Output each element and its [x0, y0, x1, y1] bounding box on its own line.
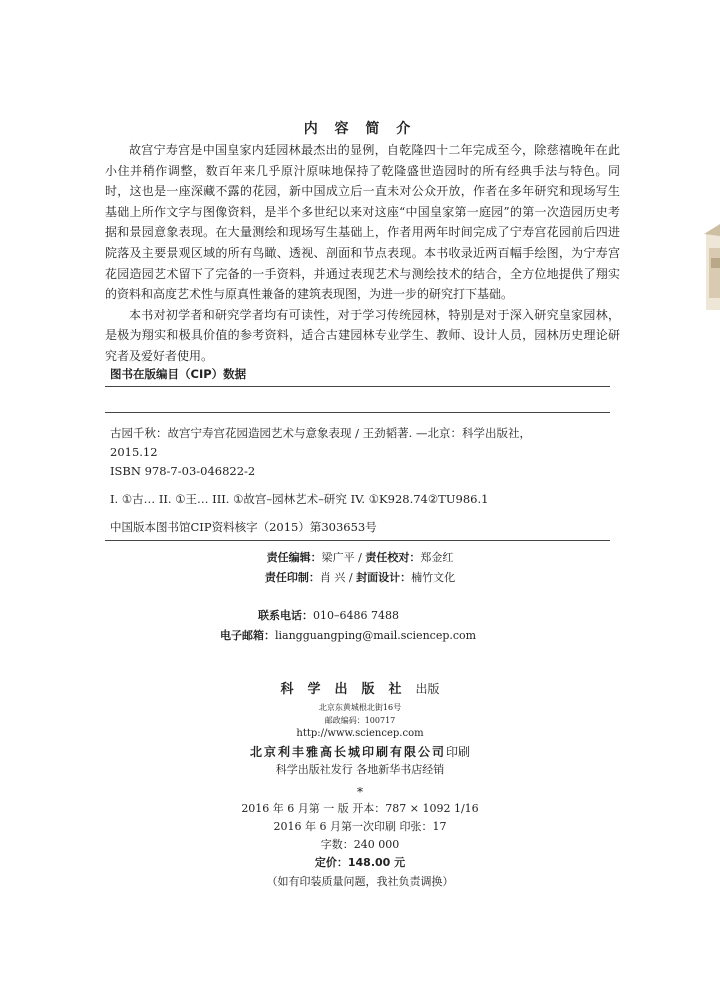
printer-line	[0, 743, 720, 760]
print-label: 责任印制：	[264, 571, 320, 584]
edge-decoration	[702, 218, 720, 310]
email-address: liangguangping@mail.sciencep.com	[275, 629, 477, 642]
printer-suffix: 印刷	[446, 745, 471, 759]
cip-line-classification: I. ①古… II. ①王… III. ①故宫–园林艺术–研究 IV. ①K928.74②TU986.1	[110, 492, 489, 506]
abstract-paragraph-2: 本书对初学者和研究学者均有可读性，对于学习传统园林，特别是对于深入研究皇家园林，是极为翔实和极具价值的参考资料，适合古建园林专业学生、教师、设计人员，园林历史理论研究者及爱好者使用。	[105, 307, 620, 363]
publisher-name: 科学出版社	[280, 682, 416, 697]
distribution: 科学出版社发行 各地新华书店经销	[275, 763, 445, 776]
price: 定价：148.00 元	[314, 856, 406, 869]
print-name: 肖 兴	[319, 571, 346, 584]
credit-separator: /	[354, 551, 366, 564]
cip-top-rule	[105, 386, 610, 387]
editor-name: 梁广平	[321, 551, 355, 564]
publisher-block	[0, 678, 720, 892]
publisher-line	[0, 678, 720, 697]
cip-second-rule	[105, 412, 610, 413]
edition-info: 2016 年 6 月第 一 版 开本：787 × 1092 1/16	[241, 802, 479, 815]
publisher-postcode: 邮政编码：100717	[324, 716, 396, 725]
credits-row-1	[0, 548, 720, 568]
cip-bottom-rule	[105, 540, 610, 541]
printing-info: 2016 年 6 月第一次印刷 印张：17	[273, 820, 447, 833]
abstract	[105, 140, 620, 367]
abstract-paragraph-1: 故宫宁寿宫是中国皇家内廷园林最杰出的显例，自乾隆四十二年完成至今，除慈禧晚年在此小住并稍作调整，数百年来几乎原汁原味地保持了乾隆盛世造园时的所有经典手法与特色。同时，这也是一座深藏不露的花园，新中国成立后一直未对公众开放，作者在多年研究和现场写生基础上所作文字与图像资料，是半个多世纪以来对这座“中国皇家第一庭园”的第一次造园历史考据和景园意象表现。在大量测绘和现场写生基础上，作者用两年时间完成了宁寿宫花园前后四进院落及主要景观区域的所有鸟瞰、透视、剖面和节点表现。本书收录近两百幅手绘图，为宁寿宫花园造园艺术留下了完备的一手资料，并通过表现艺术与测绘技术的结合，全方位地提供了翔实的资料和高度艺术性与原真性兼备的建筑表现图，为进一步的研究打下基础。	[105, 143, 620, 302]
publisher-address: 北京东黄城根北街16号	[318, 703, 402, 712]
email-row	[220, 626, 476, 646]
cip-heading: 图书在版编目（CIP）数据	[110, 367, 247, 381]
phone-row	[220, 606, 476, 626]
credits-row-2	[0, 568, 720, 588]
phone-number: 010–6486 7488	[313, 609, 399, 622]
proof-name: 郑金红	[420, 551, 454, 564]
cover-name: 楠竹文化	[411, 571, 456, 584]
phone-label: 联系电话：	[258, 609, 313, 622]
word-count: 字数：240 000	[320, 838, 400, 851]
publisher-suffix: 出版	[415, 682, 440, 696]
cip-line-title: 古园千秋：故宫宁寿宫花园造园艺术与意象表现 / 王劲韬著. —北京：科学出版社，	[110, 426, 531, 440]
credit-separator: /	[345, 571, 357, 584]
proof-label: 责任校对：	[365, 551, 421, 564]
publisher-url: http://www.sciencep.com	[296, 728, 424, 739]
email-label: 电子邮箱：	[220, 629, 275, 642]
cover-label: 封面设计：	[356, 571, 412, 584]
contact-info	[220, 606, 476, 646]
cip-line-isbn: ISBN 978-7-03-046822-2	[110, 464, 256, 478]
printer-name: 北京利丰雅高长城印刷有限公司	[249, 745, 446, 759]
quality-note: （如有印装质量问题，我社负责调换）	[266, 875, 454, 888]
page-title: 内 容 简 介	[303, 121, 417, 137]
editor-label: 责任编辑：	[266, 551, 322, 564]
separator-star: *	[357, 785, 363, 799]
cip-line-date: 2015.12	[110, 445, 158, 459]
credits	[0, 548, 720, 588]
cip-record	[110, 424, 610, 537]
cip-line-approval: 中国版本图书馆CIP资料核字（2015）第303653号	[110, 520, 377, 534]
